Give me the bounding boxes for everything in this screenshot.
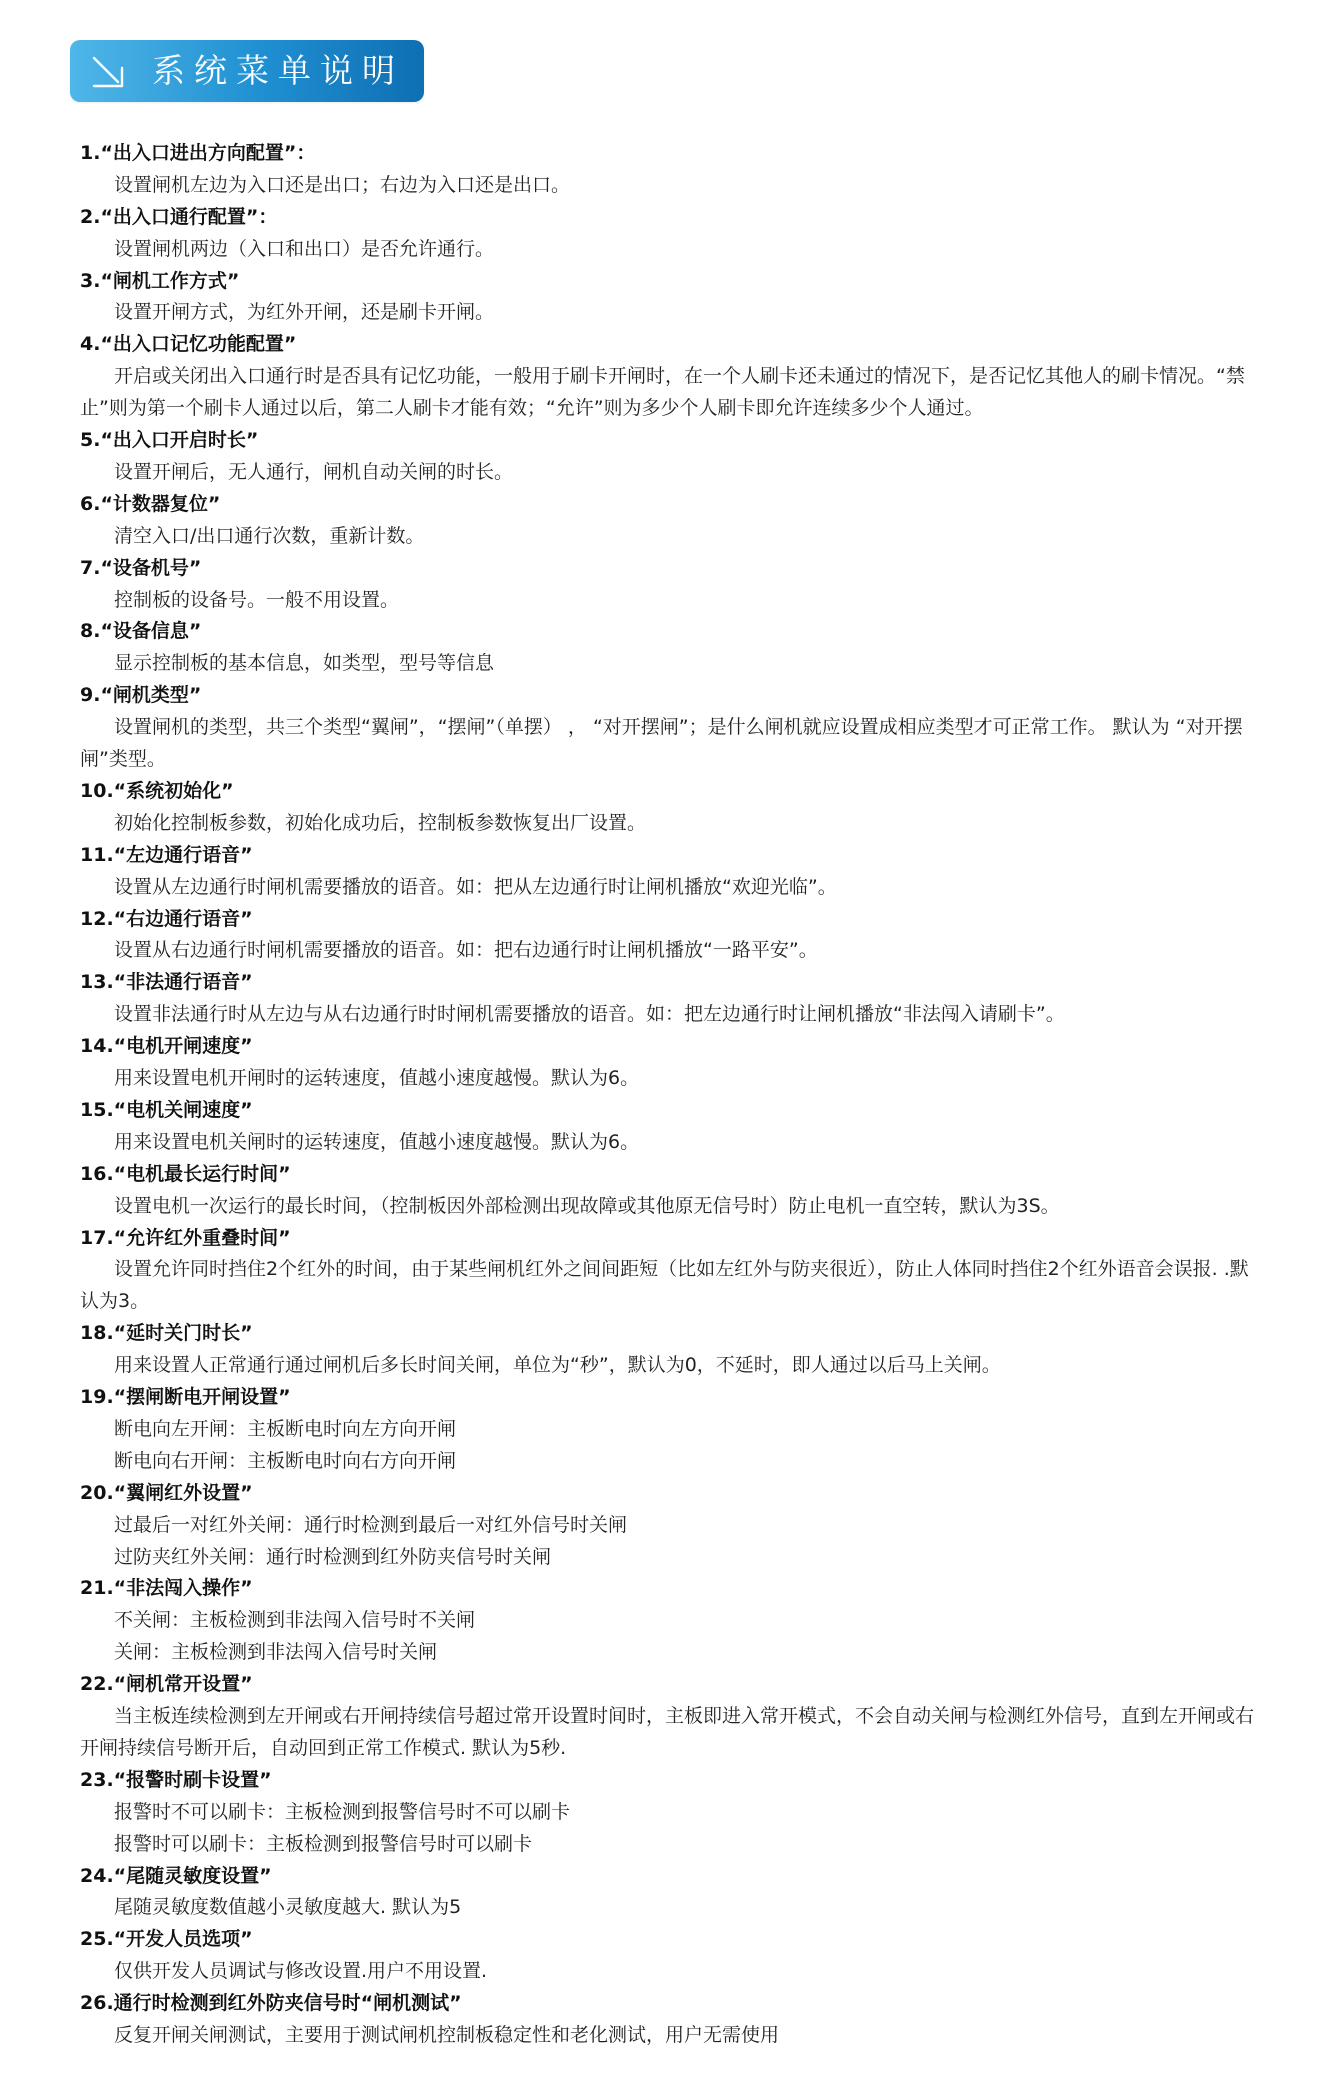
menu-item — [80, 1765, 1260, 1861]
menu-item-description: 清空入口/出口通行次数，重新计数。 — [114, 524, 425, 547]
menu-item — [80, 904, 1260, 968]
menu-item-title: 9.“闸机类型” — [80, 684, 202, 707]
menu-item-title: 26.通行时检测到红外防夹信号时“闸机测试” — [80, 1992, 462, 2015]
menu-item-title: 7.“设备机号” — [80, 556, 202, 579]
menu-item-description: 设置闸机两边（入口和出口）是否允许通行。 — [114, 237, 495, 260]
menu-item-title: 10.“系统初始化” — [80, 779, 234, 802]
menu-item-description: 不关闸：主板检测到非法闯入信号时不关闸 — [114, 1609, 476, 1632]
menu-item-description: 设置闸机左边为入口还是出口；右边为入口还是出口。 — [114, 173, 571, 196]
menu-item-description: 仅供开发人员调试与修改设置.用户不用设置. — [114, 1960, 488, 1983]
menu-item-description: 关闸：主板检测到非法闯入信号时关闸 — [114, 1641, 438, 1664]
menu-item-title: 21.“非法闯入操作” — [80, 1577, 253, 1600]
menu-item — [80, 1573, 1260, 1669]
menu-item-title: 4.“出入口记忆功能配置” — [80, 333, 297, 356]
menu-item-description: 用来设置电机开闸时的运转速度，值越小速度越慢。默认为6。 — [114, 1067, 640, 1090]
menu-item — [80, 1318, 1260, 1382]
menu-item-description: 设置从左边通行时闸机需要播放的语音。如：把从左边通行时让闸机播放“欢迎光临”。 — [114, 875, 837, 898]
section-header-banner — [70, 40, 424, 102]
arrow-down-right-icon — [88, 54, 128, 90]
menu-item-description: 用来设置人正常通行通过闸机后多长时间关闸，单位为“秒”，默认为0，不延时，即人通过以后马上关闸。 — [114, 1354, 1001, 1377]
menu-item-description: 设置开闸方式，为红外开闸，还是刷卡开闸。 — [114, 301, 495, 324]
menu-item-description: 过防夹红外关闸：通行时检测到红外防夹信号时关闸 — [114, 1545, 552, 1568]
menu-item-title: 24.“尾随灵敏度设置” — [80, 1864, 272, 1887]
menu-item-description: 开启或关闭出入口通行时是否具有记忆功能，一般用于刷卡开闸时，在一个人刷卡还未通过的情况下，是否记忆其他人的刷卡情况。“禁止”则为第一个刷卡人通过以后，第二人刷卡才能有效；“允许”则为多少个人刷卡即允许连续多少个人通过。 — [80, 365, 1245, 420]
menu-item-title: 14.“电机开闸速度” — [80, 1035, 253, 1058]
menu-item-description: 设置允许同时挡住2个红外的时间，由于某些闸机红外之间间距短（比如左红外与防夹很近），防止人体同时挡住2个红外语音会误报. .默认为3。 — [80, 1258, 1249, 1313]
menu-item — [80, 329, 1260, 425]
menu-item-title: 19.“摆闸断电开闸设置” — [80, 1386, 291, 1409]
menu-item-description: 用来设置电机关闸时的运转速度，值越小速度越慢。默认为6。 — [114, 1130, 640, 1153]
menu-item-title: 18.“延时关门时长” — [80, 1322, 253, 1345]
menu-item-description: 断电向左开闸：主板断电时向左方向开闸 — [114, 1417, 457, 1440]
menu-item-description: 断电向右开闸：主板断电时向右方向开闸 — [114, 1449, 457, 1472]
menu-item — [80, 266, 1260, 330]
menu-item — [80, 776, 1260, 840]
menu-item-title: 25.“开发人员选项” — [80, 1928, 253, 1951]
menu-item-description: 设置非法通行时从左边与从右边通行时时闸机需要播放的语音。如：把左边通行时让闸机播放“非法闯入请刷卡”。 — [114, 1003, 1065, 1026]
menu-item-title: 13.“非法通行语音” — [80, 971, 253, 994]
menu-item — [80, 202, 1260, 266]
menu-item-title: 2.“出入口通行配置”： — [80, 205, 278, 228]
section-title: 系统菜单说明 — [152, 51, 404, 90]
menu-item-title: 5.“出入口开启时长” — [80, 429, 259, 452]
menu-item-description: 设置闸机的类型，共三个类型“翼闸”，“摆闸”（单摆） ， “对开摆闸”；是什么闸机就应设置成相应类型才可正常工作。 默认为 “对开摆闸”类型。 — [80, 716, 1243, 771]
menu-item-description: 尾随灵敏度数值越小灵敏度越大. 默认为5 — [114, 1896, 462, 1919]
menu-item — [80, 1382, 1260, 1478]
menu-item-title: 20.“翼闸红外设置” — [80, 1481, 253, 1504]
menu-item-description: 初始化控制板参数，初始化成功后，控制板参数恢复出厂设置。 — [114, 811, 647, 834]
menu-item-title: 12.“右边通行语音” — [80, 907, 253, 930]
menu-item-title: 15.“电机关闸速度” — [80, 1098, 253, 1121]
menu-item — [80, 425, 1260, 489]
menu-item-title: 16.“电机最长运行时间” — [80, 1162, 291, 1185]
menu-item-title: 11.“左边通行语音” — [80, 843, 253, 866]
menu-item — [80, 1223, 1260, 1319]
menu-description-list — [80, 138, 1260, 2052]
menu-item-description: 报警时不可以刷卡：主板检测到报警信号时不可以刷卡 — [114, 1800, 571, 1823]
menu-item — [80, 138, 1260, 202]
menu-item-title: 6.“计数器复位” — [80, 492, 221, 515]
menu-item — [80, 553, 1260, 617]
menu-item — [80, 1095, 1260, 1159]
menu-item — [80, 616, 1260, 680]
menu-item — [80, 1031, 1260, 1095]
menu-item-description: 当主板连续检测到左开闸或右开闸持续信号超过常开设置时间时，主板即进入常开模式，不会自动关闸与检测红外信号，直到左开闸或右开闸持续信号断开后，自动回到正常工作模式. 默认为5秒. — [80, 1705, 1255, 1759]
menu-item — [80, 1159, 1260, 1223]
menu-item — [80, 1988, 1260, 2052]
menu-item-title: 23.“报警时刷卡设置” — [80, 1768, 272, 1791]
menu-item-title: 22.“闸机常开设置” — [80, 1673, 253, 1696]
menu-item-title: 3.“闸机工作方式” — [80, 269, 240, 292]
menu-item — [80, 1478, 1260, 1574]
menu-item — [80, 680, 1260, 776]
menu-item — [80, 1924, 1260, 1988]
menu-item-title: 1.“出入口进出方向配置”： — [80, 142, 316, 164]
menu-item-description: 报警时可以刷卡：主板检测到报警信号时可以刷卡 — [114, 1832, 533, 1855]
menu-item-description: 设置从右边通行时闸机需要播放的语音。如：把右边通行时让闸机播放“一路平安”。 — [114, 939, 818, 962]
menu-item-title: 17.“允许红外重叠时间” — [80, 1226, 291, 1249]
menu-item-description: 显示控制板的基本信息，如类型，型号等信息 — [114, 652, 495, 675]
menu-item-description: 设置开闸后，无人通行，闸机自动关闸的时长。 — [114, 460, 514, 483]
menu-item — [80, 840, 1260, 904]
menu-item — [80, 489, 1260, 553]
menu-item-description: 设置电机一次运行的最长时间，（控制板因外部检测出现故障或其他原无信号时）防止电机一直空转，默认为3S。 — [114, 1194, 1060, 1217]
menu-item-title: 8.“设备信息” — [80, 620, 202, 643]
menu-item — [80, 967, 1260, 1031]
menu-item — [80, 1669, 1260, 1765]
menu-item-description: 反复开闸关闸测试，主要用于测试闸机控制板稳定性和老化测试，用户无需使用 — [114, 2024, 780, 2047]
menu-item-description: 过最后一对红外关闸：通行时检测到最后一对红外信号时关闸 — [114, 1513, 628, 1536]
menu-item-description: 控制板的设备号。一般不用设置。 — [114, 588, 400, 611]
menu-item — [80, 1861, 1260, 1925]
